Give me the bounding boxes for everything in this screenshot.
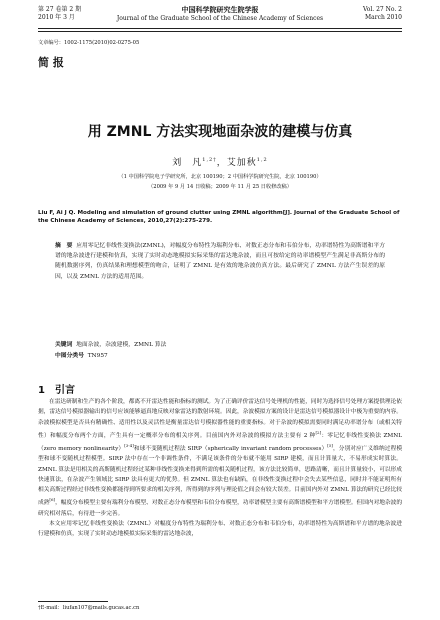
keywords-text: 地面杂波，杂波建模，ZMNL 算法 [76,342,167,348]
header-journal-cn: 中国科学院研究生院学报 [181,5,259,14]
header-rule-thin [38,31,402,32]
body-text-run: 和球不变随机过程法 SIRP（spherically invariant random processes） [133,445,328,452]
citation-ref: [3-4] [124,443,134,449]
english-citation: Liu F, Ai J Q. Modeling and simulation of ground clutter using ZMNL algorithm[J]. Journal of the Graduate School of the Chinese Academy of Sciences, 2010,27(2):275-279. [38,210,400,225]
article-number: 文章编号：1002-1175(2010)02-0275-05 [38,40,140,46]
header-vol-no: Vol. 27 No. 2 [362,6,402,13]
body-paragraph-2: 本文应用零记忆非线性变换法（ZMNL）对幅度分布特性为瑞利分布、对数正态分布和韦伯分布，功率谱特性为高斯谱和平方谱的地杂波进行建模和仿真，实现了实时动态地模拟实际采集的雷达地杂波， [38,520,402,538]
citation-ref: [5] [327,443,333,449]
classification-code: TN957 [87,353,108,359]
header-volume: 第 27 卷第 2 期 [38,6,82,13]
abstract-label: 摘 要 [55,243,73,249]
running-header [38,4,402,30]
author-2-affil: 1,2 [256,157,268,163]
body-text-run: ：零记忆非线性变换法 ZMNL（zero memory nonlinearity） [38,432,403,452]
footnote-rule [38,601,108,602]
header-date: 2010 年 3 月 [38,14,75,21]
header-journal-en: Journal of the Graduate School of the Chinese Academy of Sciences [116,15,324,22]
author-1: 刘 凡 [172,158,203,168]
intro-heading [38,381,75,396]
intro-heading-number: 1 [38,385,45,396]
header-volume-en [363,6,402,22]
author-2: 艾加秋 [226,158,257,168]
keywords [55,339,166,348]
footnote-email: †E-mail：liufan107@mails.gucas.ac.cn [38,605,140,611]
intro-heading-text: 引言 [54,385,75,396]
affiliations: （1 中国科学院电子学研究所，北京 100190；2 中国科学院研究生院，北京 100190） [118,174,322,180]
paper-title: 用 ZMNL 方法实现地面杂波的建模与仿真 [87,124,353,140]
body-text-run: ，分别对应广义维纳过程模型和球不变随机过程模型。SIRP 法中存在一个非调性条件，不满足该条件的分布就不能用 SIRP 建模，而且计算量大，不易形成实时算法。ZMNL 算法是用相关的高斯随机过程经过某种非线性变换来得到所需的相关随机过程，该方法比较简单，思路清晰，而且计算量较小，可以形成快速算法，在杂波产生领域比 SIRP 法具有更大的优势。但 ZMNL 算法也有缺陷，在非线性变换过程中会失去某些信息，同时并不能证明所有相关高斯过程经过非线性变换都能得到所要求的相关序列，所得到的序列与理论值之间会有较大误差。目前国内外对 ZMNL 算法的研究已经比较成熟 [38,445,403,507]
author-separator: ， [216,158,227,168]
classification [55,350,108,359]
citation-ref: [2] [315,429,322,435]
header-journal [38,6,402,23]
body-text-run: ，幅度分布模型主要有瑞利分布模型、对数正态分布模型和韦伯分布模型，功率谱模型主要有高斯谱模型和平方谱模型。但国内对地杂波的研究相对落后，有待进一步完善。 [38,500,403,517]
body-text-run: 在雷达研制和生产的各个阶段，都离不开雷达性能和指标的测试。为了正确评价雷达信号处理机的性能，同时为选择信号处理方案提供理论依据，雷达信号模拟器输出的信号应该能够逼真地反映对象雷达的散射环境。因此，杂波模拟方案的设计是雷达信号模拟器设计中极为重要的内容。杂波模拟模型是否具有精确性、适用性以及灵活性是衡量雷达信号模拟器性能的重要指标。对于杂波的模拟需要同时满足功率谱分布（或相关特性）和幅度分布两个方面，产生具有一定概率分布的相关序列。目前国内外对杂波的模拟方法主要有 2 种 [38,399,402,439]
header-rule-thick [38,28,402,29]
classification-label: 中图分类号 [55,353,84,359]
author-1-affil: 1,2† [202,157,217,163]
header-month-year: March 2010 [365,14,402,21]
author-line [0,155,440,168]
abstract [55,241,385,282]
received-dates: （2009 年 9 月 14 日收稿；2009 年 11 月 25 日收修改稿） [148,184,292,190]
body-paragraph-1 [38,397,402,519]
section-label: 简 报 [38,56,64,69]
keywords-label: 关键词 [55,342,73,348]
abstract-text: 应用零记忆非线性变换法(ZMNL)，对幅度分布特性为瑞利分布、对数正态分布和韦伯分布，功率谱特性为高斯谱和平方谱的地杂波进行建模和仿真，实现了实时动态地模拟实际采集的雷达地杂波，而且可按给定的功率谱模型产生满足非高斯分布的随机数据序列，仿真结果和理想模型的吻合，证明了 ZMNL 是有效的地杂波仿真方法。最后研究了 ZMNL 方法产生误差的原因，以及 ZMNL 方法的适用范围。 [55,243,385,280]
citation-ref: [6] [49,497,56,503]
body-text [38,397,402,540]
